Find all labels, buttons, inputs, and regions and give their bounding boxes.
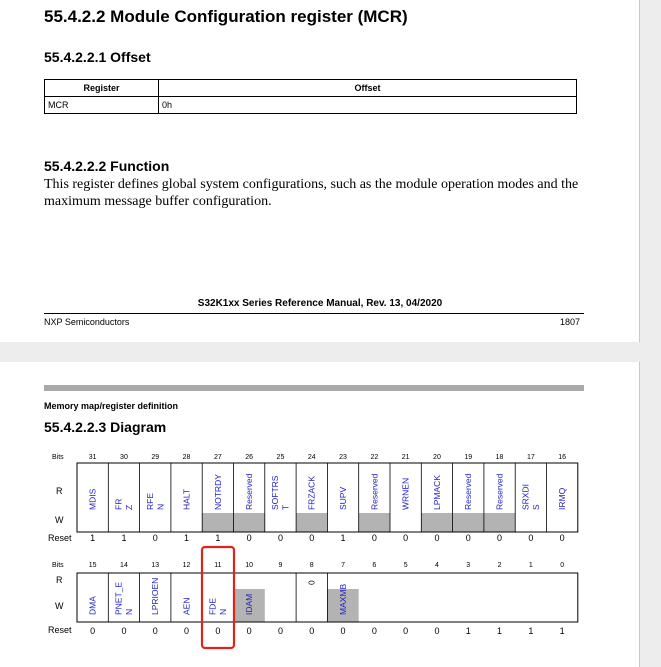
upper-r-label: R xyxy=(56,486,63,496)
bit-number-2: 2 xyxy=(497,562,502,569)
bit-number-18: 18 xyxy=(495,454,504,461)
bit-number-15: 15 xyxy=(88,562,97,569)
reset-value-bit-8: 0 xyxy=(309,626,315,636)
footer-rule xyxy=(44,313,584,314)
bit-number-5: 5 xyxy=(403,562,408,569)
lower-reset-label: Reset xyxy=(48,625,72,635)
upper-w-label: W xyxy=(55,515,64,525)
reset-value-bit-17: 0 xyxy=(528,533,534,543)
field-fden-line-1: N xyxy=(218,608,229,615)
field-mdis-31: MDIS xyxy=(87,488,98,510)
field-pnet-en-line-1: N xyxy=(124,608,135,615)
reset-value-bit-12: 0 xyxy=(184,626,190,636)
section-heading-function: 55.4.2.2.2 Function xyxy=(44,158,170,174)
readonly-shade-bit-27 xyxy=(202,513,233,532)
bit-number-6: 6 xyxy=(372,562,377,569)
field-irmq-16: IRMQ xyxy=(557,487,568,510)
field-rfen-29-line-0: RFE xyxy=(144,493,155,510)
register-diagram xyxy=(0,362,640,667)
field-0-bit-7: 0 xyxy=(306,580,317,585)
reset-value-bit-4: 0 xyxy=(434,626,440,636)
reset-value-bit-21: 0 xyxy=(403,533,409,543)
reset-value-bit-26: 0 xyxy=(246,533,252,543)
bit-number-9: 9 xyxy=(278,562,283,569)
reset-value-bit-1: 1 xyxy=(528,626,534,636)
reset-value-bit-29: 0 xyxy=(152,533,158,543)
bit-number-8: 8 xyxy=(309,562,314,569)
field-maxmb: MAXMB xyxy=(338,583,349,615)
manual-page-next xyxy=(0,362,640,667)
bit-number-1: 1 xyxy=(528,562,533,569)
field-dma: DMA xyxy=(87,596,98,615)
bit-number-14: 14 xyxy=(120,562,128,569)
field-lpmack-20: LPMACK xyxy=(431,475,442,510)
field-srxdis-17-line-1: S xyxy=(531,504,542,510)
bit-number-22: 22 xyxy=(370,454,379,461)
section-heading-mcr: 55.4.2.2 Module Configuration register (MCR) xyxy=(44,7,408,26)
section-heading-offset: 55.4.2.2.1 Offset xyxy=(44,49,151,65)
lower-w-label: W xyxy=(55,601,64,611)
field-reserved-26: Reserved xyxy=(244,473,255,510)
bit-number-21: 21 xyxy=(401,454,410,461)
bit-number-16: 16 xyxy=(558,454,567,461)
footer-page-number: 1807 xyxy=(560,317,581,327)
offset-table xyxy=(44,79,577,114)
offset-table-cell-register: MCR xyxy=(45,97,159,114)
bit-number-29: 29 xyxy=(151,454,160,461)
readonly-shade-bit-26 xyxy=(234,513,265,532)
function-description: This register defines global system configurations, such as the module operation modes and the maximum message buffer configuration. xyxy=(44,177,579,209)
bit-number-23: 23 xyxy=(339,454,347,461)
reset-value-bit-7: 0 xyxy=(340,626,346,636)
reset-value-bit-3: 1 xyxy=(465,626,471,636)
bit-number-31: 31 xyxy=(88,454,97,461)
reset-value-bit-14: 0 xyxy=(121,626,127,636)
readonly-shade-bit-20 xyxy=(421,513,452,532)
bit-number-12: 12 xyxy=(182,562,191,569)
lower-bits-label: Bits xyxy=(52,562,64,569)
field-pnet-en-line-0: PNET_E xyxy=(113,581,124,615)
reset-value-bit-5: 0 xyxy=(403,626,409,636)
reset-value-bit-31: 1 xyxy=(90,533,96,543)
field-idam: IDAM xyxy=(244,593,255,615)
field-reserved-18: Reserved xyxy=(494,473,505,510)
reset-value-bit-10: 0 xyxy=(246,626,252,636)
reset-value-bit-20: 0 xyxy=(434,533,440,543)
readonly-shade-bit-18 xyxy=(484,513,515,532)
bit-number-13: 13 xyxy=(151,562,160,569)
reset-value-bit-15: 0 xyxy=(90,626,96,636)
reset-value-bit-30: 1 xyxy=(121,533,127,543)
field-wrnen-21: WRNEN xyxy=(400,477,411,510)
upper-reset-label: Reset xyxy=(48,533,72,543)
bit-number-11: 11 xyxy=(214,562,222,569)
bit-number-17: 17 xyxy=(526,454,535,461)
lower-r-label: R xyxy=(56,575,63,585)
bit-number-27: 27 xyxy=(213,454,222,461)
reset-value-bit-11: 0 xyxy=(215,626,221,636)
bit-number-4: 4 xyxy=(434,562,439,569)
header-label: Memory map/register definition xyxy=(44,401,179,411)
reset-value-bit-24: 0 xyxy=(309,533,315,543)
offset-table-header-offset: Offset xyxy=(159,80,577,97)
bit-number-3: 3 xyxy=(466,562,471,569)
bit-number-10: 10 xyxy=(245,562,254,569)
reset-value-bit-13: 0 xyxy=(152,626,158,636)
bit-number-19: 19 xyxy=(464,454,473,461)
reset-value-bit-2: 1 xyxy=(497,626,503,636)
offset-table-header-row xyxy=(45,80,577,97)
manual-page-1807 xyxy=(0,0,640,342)
readonly-shade-bit-22 xyxy=(359,513,390,532)
section-heading-diagram: 55.4.2.2.3 Diagram xyxy=(44,419,167,435)
bit-number-28: 28 xyxy=(182,454,191,461)
bit-number-30: 30 xyxy=(120,454,128,461)
upper-bits-label: Bits xyxy=(52,454,64,461)
field-aen: AEN xyxy=(181,597,192,615)
reset-value-bit-28: 1 xyxy=(184,533,190,543)
field-notrdy-27: NOTRDY xyxy=(212,474,223,510)
bit-number-26: 26 xyxy=(245,454,254,461)
bit-number-7: 7 xyxy=(341,562,346,569)
field-supv-23: SUPV xyxy=(338,486,349,510)
reset-value-bit-23: 1 xyxy=(340,533,346,543)
reset-value-bit-25: 0 xyxy=(277,533,283,543)
footer-title: S32K1xx Series Reference Manual, Rev. 13, 04/2020 xyxy=(197,298,443,309)
offset-table-cell-offset: 0h xyxy=(159,97,577,114)
field-reserved-19: Reserved xyxy=(463,473,474,510)
field-lprioen: LPRIOEN xyxy=(150,577,161,615)
field-reserved-22: Reserved xyxy=(369,473,380,510)
offset-table-header-register: Register xyxy=(45,80,159,97)
bit-number-20: 20 xyxy=(433,454,441,461)
field-softrst-25-line-1: T xyxy=(280,504,291,510)
reset-value-bit-22: 0 xyxy=(371,533,377,543)
field-softrst-25-line-0: SOFTRS xyxy=(270,475,281,510)
field-frzack-24: FRZACK xyxy=(306,476,317,510)
reset-value-bit-6: 0 xyxy=(371,626,377,636)
bit-number-0: 0 xyxy=(560,562,565,569)
reset-value-bit-27: 1 xyxy=(215,533,221,543)
reset-value-bit-16: 0 xyxy=(559,533,565,543)
reset-value-bit-9: 0 xyxy=(277,626,283,636)
reset-value-bit-0: 1 xyxy=(559,626,565,636)
field-fden-line-0: FDE xyxy=(207,598,218,615)
field-srxdis-17-line-0: SRXDI xyxy=(520,484,531,510)
bit-number-25: 25 xyxy=(276,454,285,461)
reset-value-bit-18: 0 xyxy=(497,533,503,543)
bit-number-24: 24 xyxy=(307,454,316,461)
field-halt-28: HALT xyxy=(181,488,192,510)
reset-value-bit-19: 0 xyxy=(465,533,471,543)
field-frz-30-line-1: Z xyxy=(124,504,135,510)
table-row xyxy=(45,97,577,114)
footer-company: NXP Semiconductors xyxy=(44,317,130,327)
field-rfen-29-line-1: N xyxy=(155,503,166,510)
field-frz-30-line-0: FR xyxy=(113,498,124,510)
readonly-shade-bit-19 xyxy=(453,513,484,532)
readonly-shade-bit-24 xyxy=(296,513,327,532)
